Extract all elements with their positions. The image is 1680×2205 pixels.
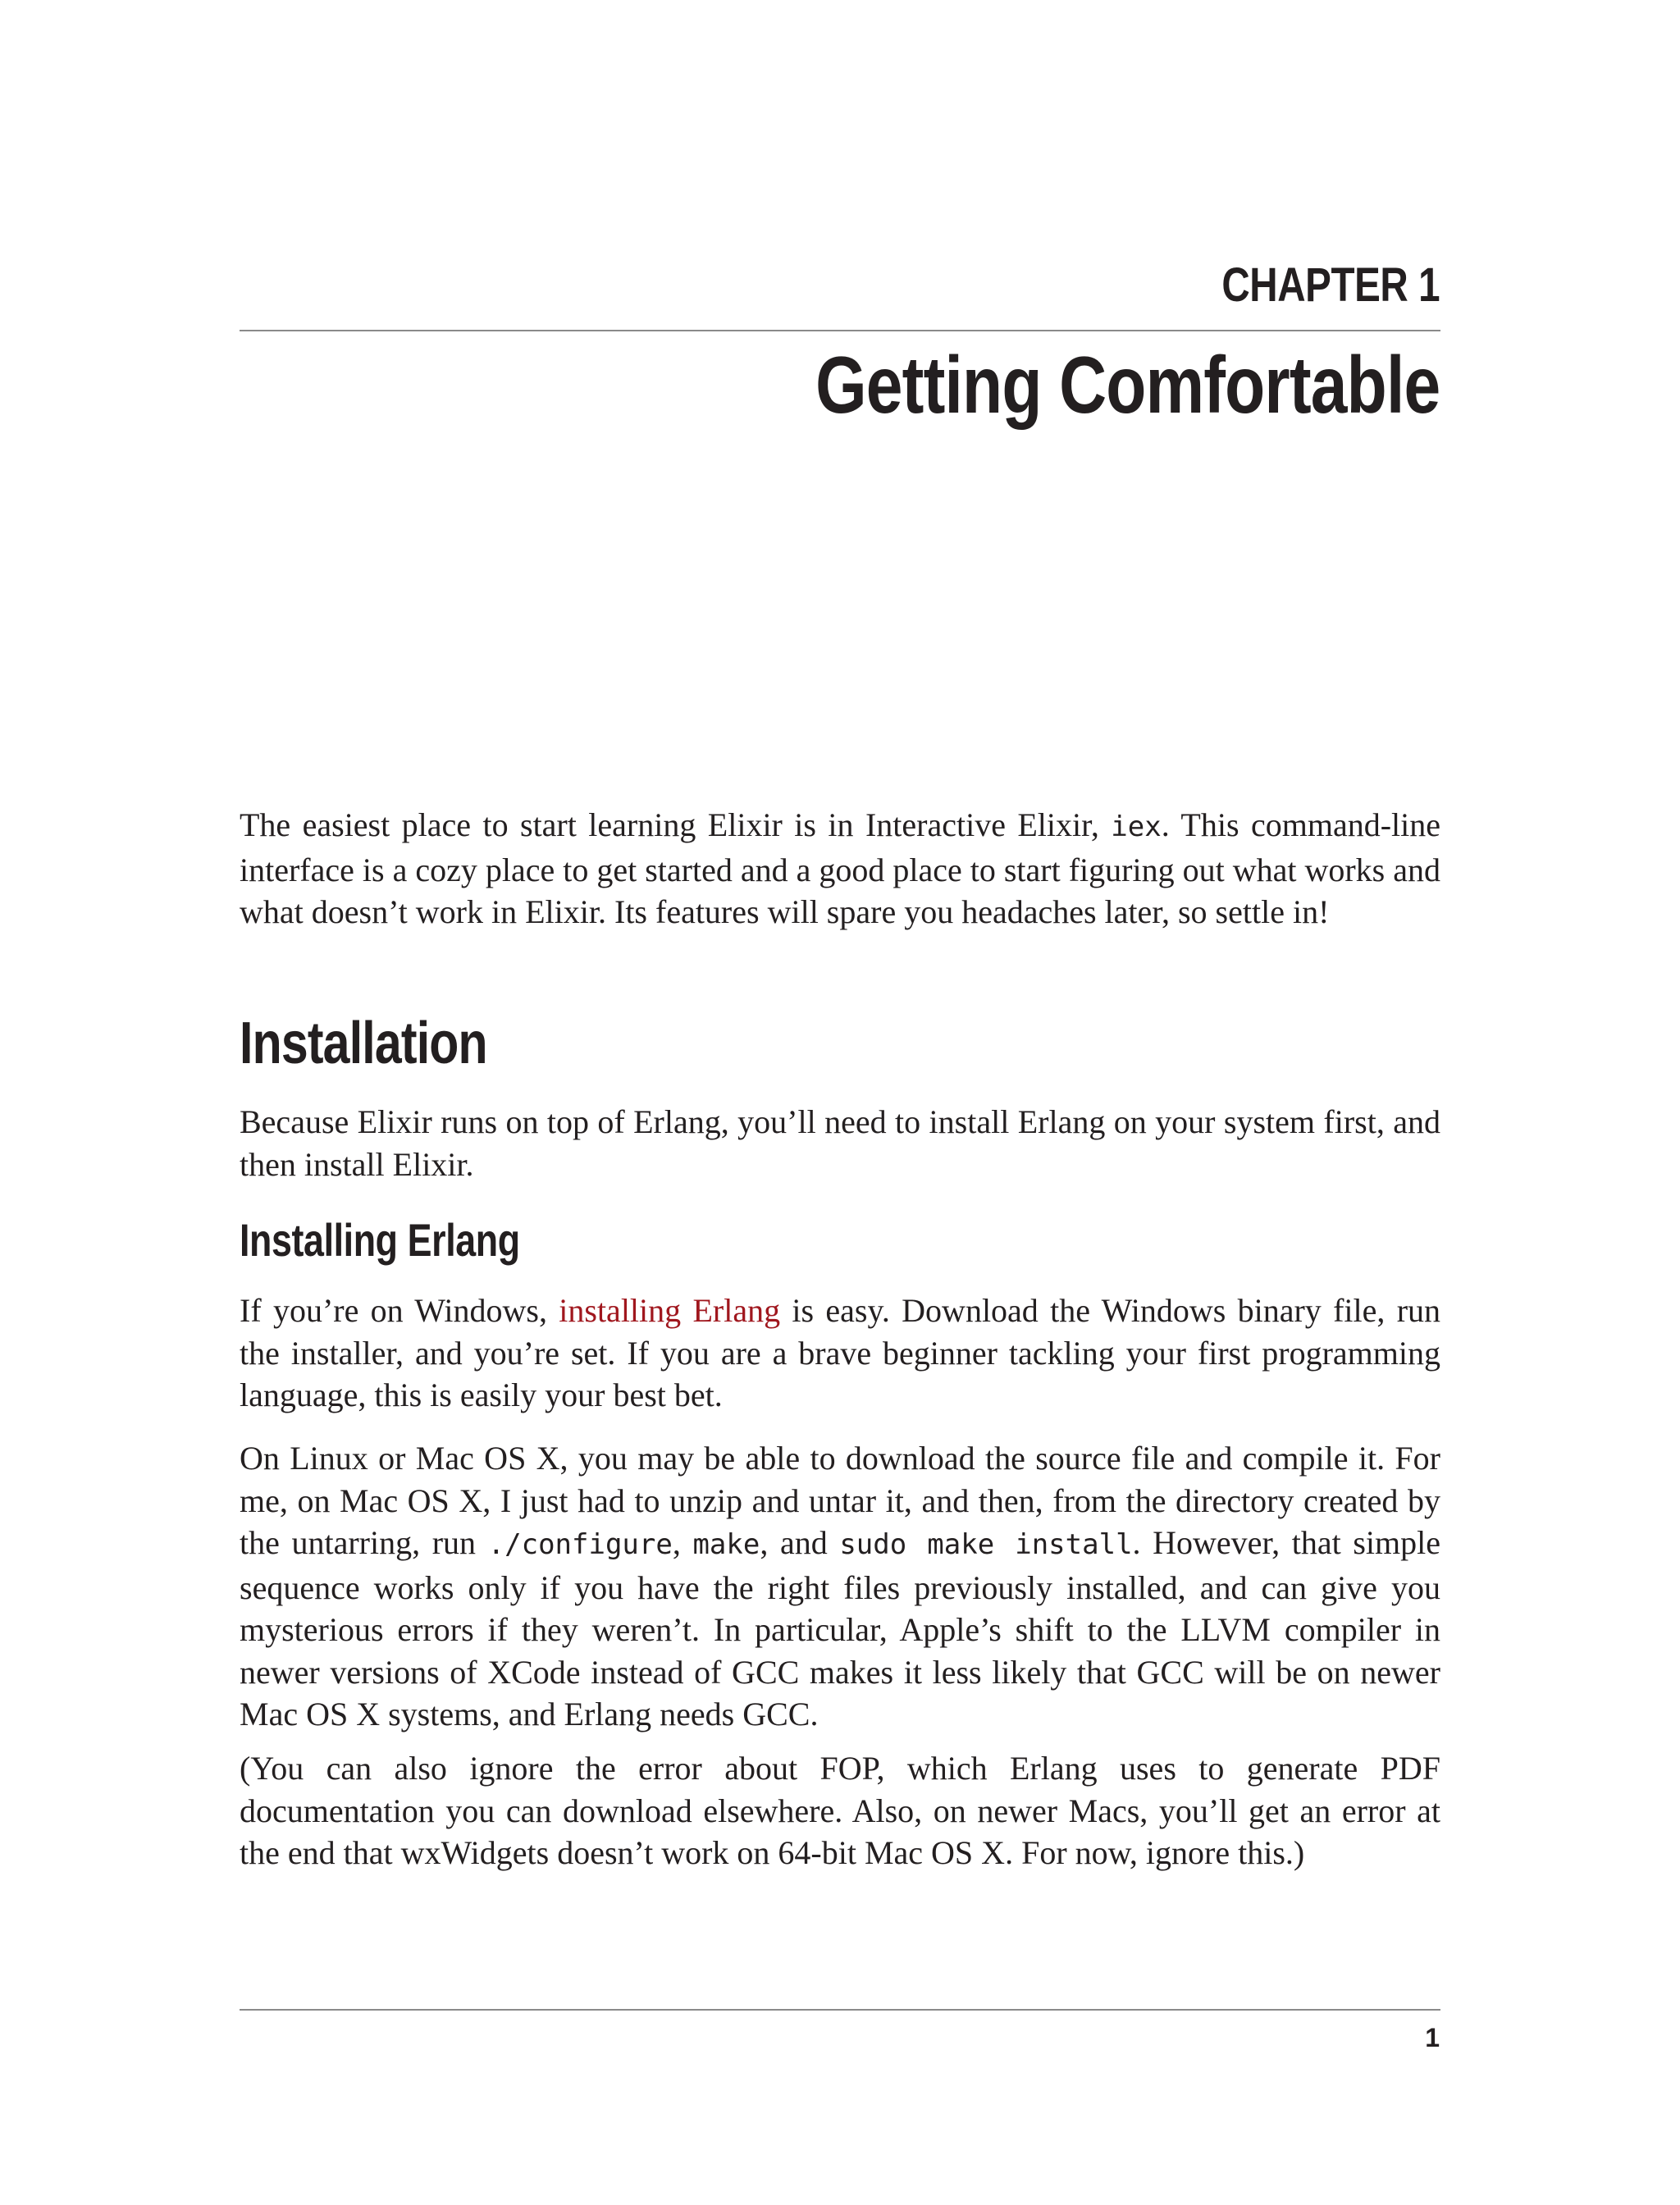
page-number: 1 [1425, 2023, 1440, 2052]
paragraph-text: If you’re on Windows, [240, 1292, 559, 1329]
windows-paragraph [240, 1290, 1440, 1417]
installing-erlang-link[interactable]: installing Erlang [559, 1292, 781, 1329]
fop-note-paragraph: (You can also ignore the error about FOP, which Erlang uses to generate PDF documentation you can download elsewhere. Also, on newer Macs, you’ll get an error at the end that wxWidgets doesn’t work on 64-bit Mac OS X. For now, ignore this.) [240, 1750, 1440, 1871]
paragraph-text: , and [760, 1524, 840, 1561]
installing-erlang-heading: Installing Erlang [240, 1214, 520, 1266]
paragraph-text: is easy. Download the Windows binary file, run the installer, and you’re set. If you are a brave beginner tackling your first programming language, this is easily your best bet. [240, 1292, 1441, 1413]
intro-paragraph [240, 804, 1440, 934]
configure-code: ./configure [487, 1528, 673, 1561]
chapter-title: Getting Comfortable [815, 340, 1440, 430]
intro-text: The easiest place to start learning Elixir is in Interactive Elixir, [240, 806, 1112, 843]
intro-text: . This command-line interface is a cozy place to get started and a good place to start figuring out what works and what doesn’t work in Elixir. Its features will spare you headaches later, so settle in! [240, 806, 1440, 930]
chapter-divider [240, 330, 1440, 331]
paragraph-text: . However, that simple sequence works only if you have the right files previously installed, and can give you mysterious errors if they weren’t. In particular, Apple’s shift to the LLVM compiler in newer versions of XCode instead of GCC makes it less likely that GCC will be on newer Mac OS X systems, and Erlang needs GCC. [240, 1524, 1441, 1732]
linux-mac-paragraph [240, 1437, 1440, 1736]
footer-divider [240, 2009, 1440, 2011]
paragraph-text: , [672, 1524, 693, 1561]
sudo-make-install-code: sudo make install [839, 1528, 1133, 1561]
paragraph-text: On Linux or Mac OS X, you may be able to download the source file and compile it. For me, on Mac OS X, I just had to unzip and untar it, and then, from the directory created by the untarring, run [240, 1440, 1440, 1561]
installation-paragraph: Because Elixir runs on top of Erlang, you’ll need to install Erlang on your system first, and then install Elixir. [240, 1103, 1440, 1183]
make-code: make [692, 1528, 760, 1561]
chapter-label: CHAPTER 1 [1221, 258, 1440, 312]
installation-heading: Installation [240, 1011, 487, 1076]
iex-code: iex [1111, 810, 1162, 843]
